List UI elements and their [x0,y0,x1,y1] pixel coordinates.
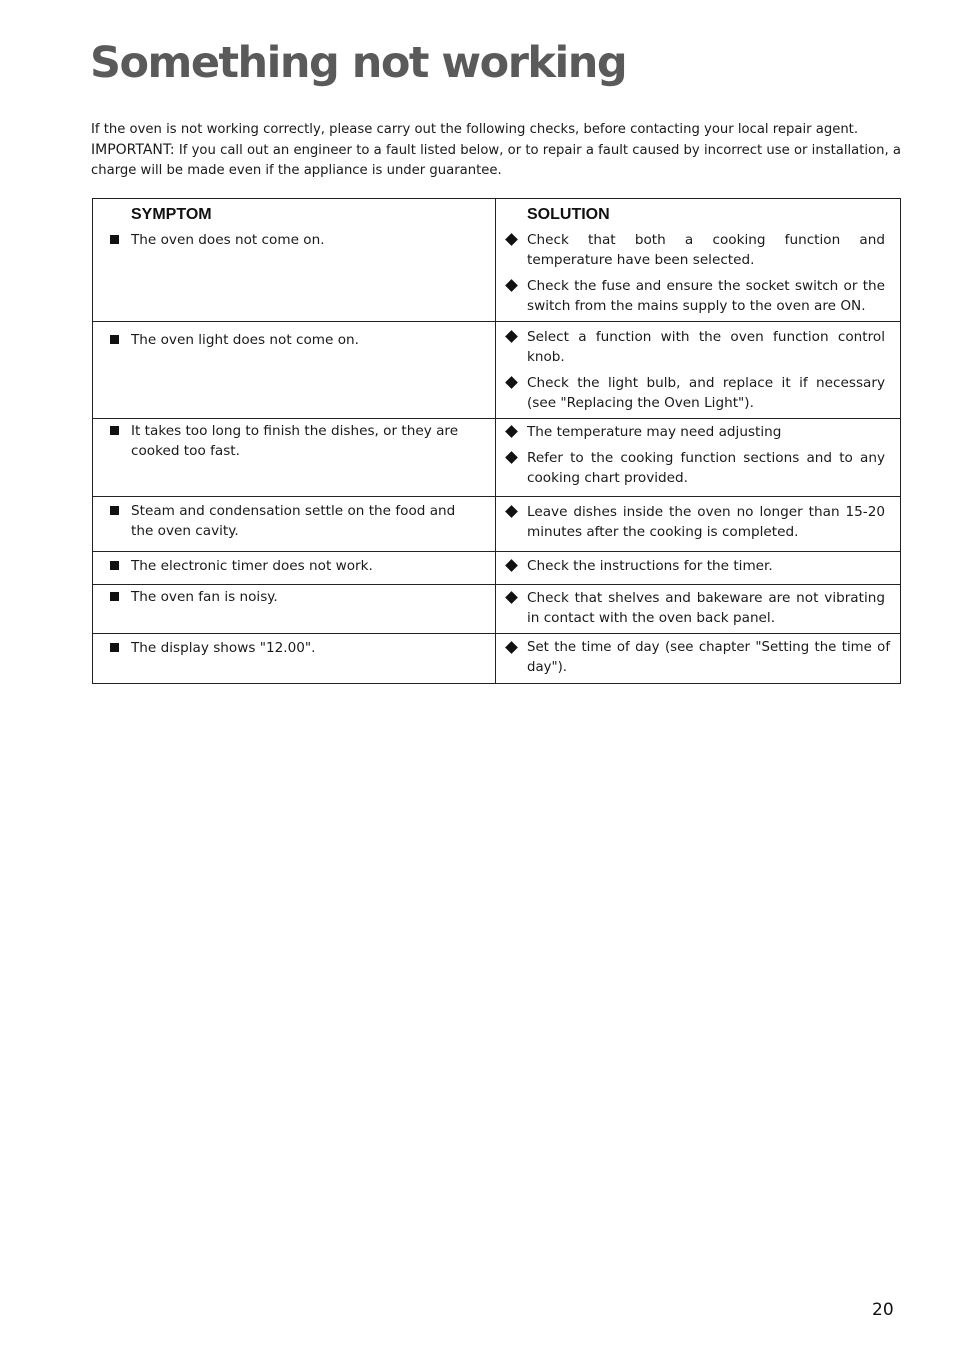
symptom-item [93,230,495,250]
troubleshooting-table [92,198,901,684]
solution-item [496,588,900,628]
square-bullet-icon [110,592,119,601]
solution-item [496,638,900,678]
symptom-cell [93,585,496,634]
solution-text: Set the time of day (see chapter "Setting the time of day"). [527,640,890,675]
solution-cell [496,199,901,322]
symptom-text: The oven fan is noisy. [131,589,278,605]
important-text: If you call out an engineer to a fault listed below, or to repair a fault caused by incorrect use or installation, a charge will be made even if the appliance is under guarantee. [91,143,901,178]
symptom-text: It takes too long to finish the dishes, or they are cooked too fast. [131,423,459,459]
square-bullet-icon [110,426,119,435]
solution-text: The temperature may need adjusting [527,424,782,440]
intro-text [91,120,901,181]
solution-item [496,502,900,542]
symptom-item [93,501,495,541]
symptom-text: Steam and condensation settle on the food and the oven cavity. [131,503,456,539]
symptom-item [93,330,495,350]
symptom-header: SYMPTOM [131,206,212,223]
solution-cell [496,497,901,552]
square-bullet-icon [110,561,119,570]
symptom-cell [93,199,496,322]
intro-line: If the oven is not working correctly, please carry out the following checks, before contacting your local repair agent. [91,122,859,137]
solution-text: Check the instructions for the timer. [527,558,773,574]
symptom-text: The oven light does not come on. [131,332,359,348]
page-number: 20 [872,1300,894,1320]
symptom-cell [93,634,496,684]
solution-text: Refer to the cooking function sections and to any cooking chart provided. [527,450,885,486]
symptom-text: The electronic timer does not work. [131,558,373,574]
table-row [93,552,901,585]
symptom-cell [93,322,496,419]
page-title: Something not working [90,38,627,88]
symptom-cell [93,497,496,552]
symptom-item [93,556,495,576]
solution-cell [496,585,901,634]
diamond-bullet-icon [505,641,518,654]
solution-item [496,230,900,270]
important-label: IMPORTANT: [91,142,175,158]
solution-text: Leave dishes inside the oven no longer than 15-20 minutes after the cooking is completed. [527,504,885,540]
symptom-text: The oven does not come on. [131,232,325,248]
diamond-bullet-icon [505,451,518,464]
solution-text: Check the fuse and ensure the socket switch or the switch from the mains supply to the oven are ON. [527,278,885,314]
diamond-bullet-icon [505,279,518,292]
solution-item [496,422,900,442]
diamond-bullet-icon [505,233,518,246]
solution-text: Check that both a cooking function and temperature have been selected. [527,232,885,268]
solution-text: Select a function with the oven function control knob. [527,329,885,365]
symptom-item [93,587,495,607]
symptom-text: The display shows "12.00". [131,640,316,656]
table-row [93,419,901,497]
solution-item [496,276,900,316]
solution-cell [496,419,901,497]
solution-cell [496,634,901,684]
square-bullet-icon [110,506,119,515]
table-row [93,497,901,552]
diamond-bullet-icon [505,425,518,438]
symptom-item [93,421,495,461]
table-row [93,199,901,322]
table-row [93,585,901,634]
solution-cell [496,552,901,585]
symptom-cell [93,419,496,497]
diamond-bullet-icon [505,559,518,572]
important-note [91,140,901,181]
diamond-bullet-icon [505,591,518,604]
solution-item [496,327,900,367]
table-row [93,322,901,419]
solution-cell [496,322,901,419]
solution-header: SOLUTION [527,206,610,223]
square-bullet-icon [110,335,119,344]
solution-text: Check the light bulb, and replace it if necessary (see "Replacing the Oven Light"). [527,375,885,411]
solution-item [496,556,900,576]
diamond-bullet-icon [505,376,518,389]
symptom-cell [93,552,496,585]
solution-item [496,373,900,413]
solution-item [496,448,900,488]
square-bullet-icon [110,235,119,244]
diamond-bullet-icon [505,505,518,518]
diamond-bullet-icon [505,330,518,343]
symptom-item [93,638,495,658]
square-bullet-icon [110,643,119,652]
solution-text: Check that shelves and bakeware are not vibrating in contact with the oven back panel. [527,590,885,626]
table-row [93,634,901,684]
